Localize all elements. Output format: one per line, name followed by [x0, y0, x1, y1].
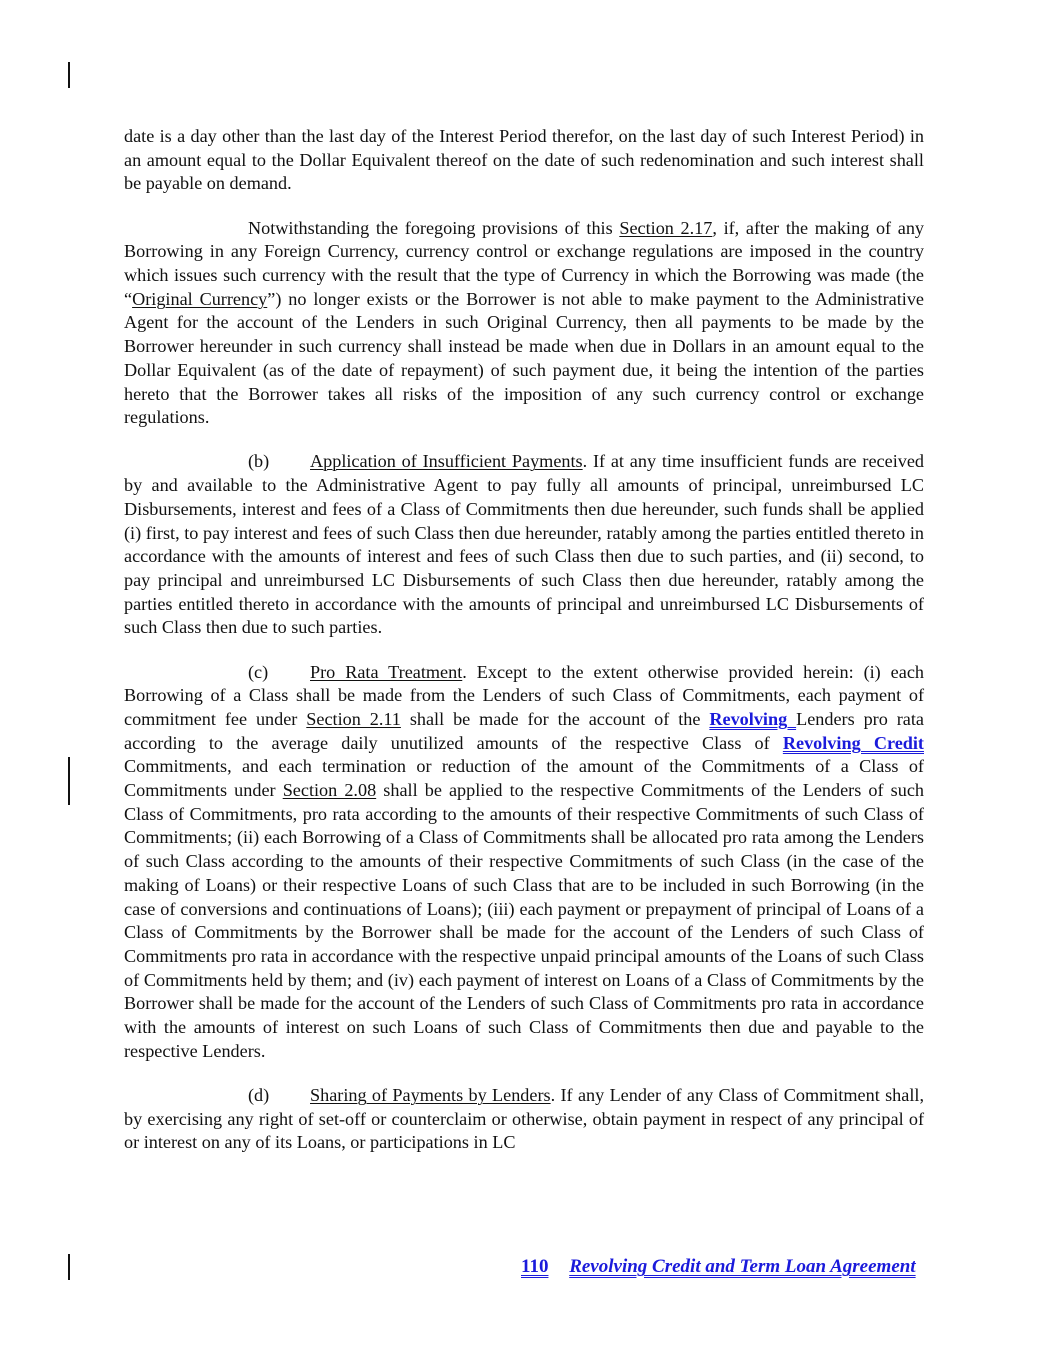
body-text: . Except to the extent otherwise provided herein: (i) each Borrowing of a Class shall be made from the Lenders of such Class of Commitments, each payment of commitment fee under	[124, 661, 924, 729]
paragraph-clause-c	[124, 661, 924, 1064]
revision-change-bar	[68, 757, 70, 805]
document-title-link[interactable]: Revolving Credit and Term Loan Agreement	[569, 1256, 916, 1277]
inserted-revision-link[interactable]: Revolving Credit	[782, 732, 924, 753]
body-text: date is a day other than the last day of the Interest Period therefor, on the last day of such Interest Period) in an amount equal to the Dollar Equivalent thereof on the date of such redenomination and such interest shall be payable on demand.	[124, 126, 924, 194]
body-text: Notwithstanding the foregoing provisions of this	[248, 217, 620, 238]
page-footer	[521, 1256, 916, 1278]
defined-term-reference: Section 2.11	[306, 708, 401, 729]
clause-label: (b)	[248, 451, 270, 472]
body-text: shall be applied to the respective Commitments of the Lenders of such Class of Commitments, pro rata according to the amounts of their respective Commitments of such Class of Commitments; (ii) each Borrowing of a Class of Commitments shall be allocated pro rata among the Lenders of such Class according to the amounts of their respective Commitments of such Class (in the case of the making of Loans) or their respective Loans of such Class that are to be included in such Borrowing (in the case of conversions and continuations of Loans); (iii) each payment or prepayment of principal of Loans of a Class of Commitments by the Borrower shall be made for the account of the Lenders of such Class of Commitments pro rata in accordance with the respective unpaid principal amounts of the Loans of such Class of Commitments held by them; and (iv) each payment of interest on Loans of a Class of Commitments by the Borrower shall be made for the account of the Lenders of such Class of Commitments pro rata in accordance with the amounts of interest on such Loans of such Class of Commitments then due and payable to the respective Lenders.	[124, 780, 924, 1061]
body-text: ”) no longer exists or the Borrower is not able to make payment to the Administrative Agent for the account of the Lenders in such Original Currency, then all payments to be made by the Borrower hereunder in such currency shall instead be made when due in Dollars in an amount equal to the Dollar Equivalent (as of the date of repayment) of such payment due, it being the intention of the parties hereto that the Borrower takes all risks of the imposition of any such currency control or exchange regulations.	[124, 288, 924, 428]
paragraph-clause-b	[124, 450, 924, 640]
body-text: , if, after the making of any Borrowing in any Foreign Currency, currency control or exchange regulations are imposed in the country which issues such currency with the result that the type of Currency in which the Borrowing was made (the “	[124, 217, 925, 309]
inserted-revision-link[interactable]: Revolving	[709, 708, 797, 729]
body-text: Commitments, and each termination or reduction of the amount of the Commitments of a Class of Commitments under	[124, 756, 924, 801]
paragraph-intro-continuation	[124, 125, 924, 196]
defined-term-reference: Sharing of Payments by Lenders	[310, 1085, 551, 1106]
body-text: . If at any time insufficient funds are received by and available to the Administrative Agent to pay fully all amounts of principal, unreimbursed LC Disbursements, interest and fees of a Class of Commitments then due hereunder, such funds shall be applied (i) first, to pay interest and fees of such Class then due hereunder, ratably among the parties entitled thereto in accordance with the amounts of interest and fees of such Class then due to such parties, and (ii) second, to pay principal and unreimbursed LC Disbursements of such Class then due hereunder, ratably among the parties entitled thereto in accordance with the amounts of principal and unreimbursed LC Disbursements of such Class then due to such parties.	[124, 451, 925, 638]
defined-term-reference: Section 2.08	[282, 780, 377, 801]
revision-change-bar	[68, 62, 70, 88]
document-body	[124, 125, 924, 1176]
paragraph-notwithstanding	[124, 217, 924, 430]
defined-term-reference: Original Currency	[132, 288, 268, 309]
paragraph-clause-d	[124, 1084, 924, 1155]
clause-label: (d)	[248, 1085, 270, 1106]
revision-change-bar	[68, 1254, 70, 1280]
clause-label: (c)	[248, 661, 269, 682]
defined-term-reference: Section 2.17	[619, 217, 713, 238]
body-text: . If any Lender of any Class of Commitment shall, by exercising any right of set-off or counterclaim or otherwise, obtain payment in respect of any principal of or interest on any of its Loans, or participations in LC	[124, 1085, 925, 1153]
body-text: shall be made for the account of the	[400, 708, 710, 729]
body-text: Lenders pro rata according to the average daily unutilized amounts of the respective Class of	[124, 708, 924, 753]
defined-term-reference: Pro Rata Treatment	[310, 661, 463, 682]
page-number-link[interactable]: 110	[521, 1256, 549, 1277]
defined-term-reference: Application of Insufficient Payments	[310, 451, 583, 472]
